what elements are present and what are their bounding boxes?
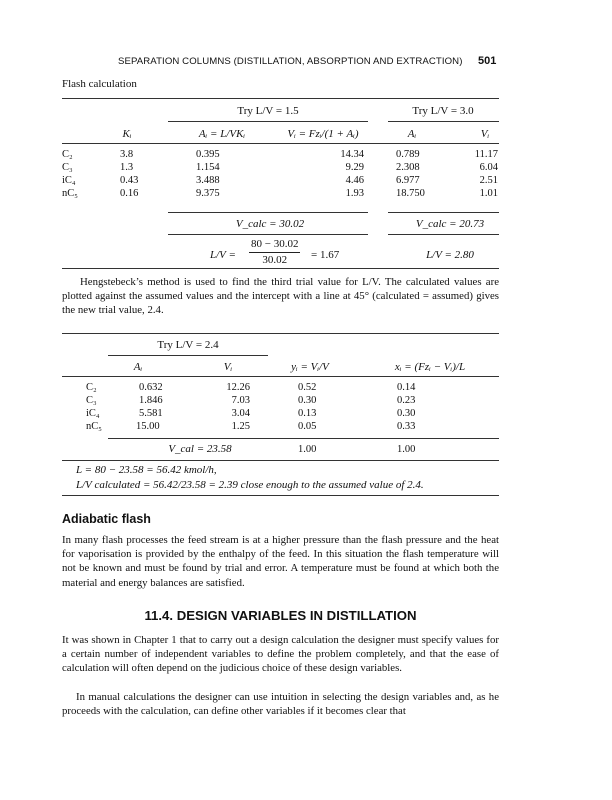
table2-bottom-rule: [62, 495, 499, 496]
table1-col-k: Kᵢ: [122, 128, 132, 140]
table2-col-v: Vᵢ: [223, 361, 233, 373]
table1-cell-a1: 0.395: [196, 149, 220, 160]
table2-cell-y: 0.30: [298, 395, 317, 406]
table2-x-sum: 1.00: [397, 444, 416, 455]
table1-cell-v1: 9.29: [345, 162, 364, 173]
table1-cell-comp: nC₅: [62, 188, 78, 199]
table2-cell-x: 0.14: [397, 382, 416, 393]
table2-cell-a: 15.00: [136, 421, 160, 432]
table2-cell-comp: iC₄: [86, 408, 100, 419]
table1-cell-v1: 1.93: [345, 188, 364, 199]
table1-sum-rule-right: [388, 212, 499, 213]
table2-group-try-2-4: Try L/V = 2.4: [157, 339, 219, 351]
table2-cell-a: 0.632: [139, 382, 163, 393]
table2-top-rule: [62, 333, 499, 334]
table2-cell-y: 0.52: [298, 382, 317, 393]
table1-cell-v2: 6.04: [479, 162, 498, 173]
table2-cell-a: 5.581: [139, 408, 163, 419]
table1-cell-comp: iC₄: [62, 175, 76, 186]
section-paragraph-2: [62, 690, 499, 718]
table1-lv1-fraction: [249, 238, 300, 267]
table2-cell-comp: nC₅: [86, 421, 102, 432]
table2-cell-comp: C₃: [86, 395, 97, 406]
table2-equation-lv: L/V calculated = 56.42/23.58 = 2.39 close enough to the assumed value of 2.4.: [76, 479, 424, 491]
table1-cell-v1: 14.34: [340, 149, 364, 160]
section-paragraph-1: [62, 633, 499, 676]
table1-lv-rule-right: [388, 234, 499, 235]
section-heading: 11.4. DESIGN VARIABLES IN DISTILLATION: [144, 608, 417, 623]
table2-cell-y: 0.13: [298, 408, 317, 419]
table1-cell-comp: C₃: [62, 162, 73, 173]
table1-cell-v2: 11.17: [474, 149, 498, 160]
table1-cell-a2: 6.977: [396, 175, 420, 186]
adiabatic-flash-paragraph: [62, 533, 499, 590]
table1-cell-k: 1.3: [120, 162, 134, 173]
table1-cell-k: 0.43: [120, 175, 139, 186]
table1-cell-a2: 2.308: [396, 162, 420, 173]
table2-col-x: xᵢ = (Fzᵢ − Vᵢ)/L: [394, 361, 466, 373]
table1-sum-rule-left: [168, 212, 368, 213]
hengstebeck-text: Hengstebeck’s method is used to find the third trial value for L/V. The calculated values are plotted against the assumed values and the intercept with a line at 45° (calculated = assumed) gives the new trial value, 2.4.: [62, 276, 499, 317]
table1-col-a2: Aᵢ: [407, 128, 417, 140]
table2-cell-y: 0.05: [298, 421, 317, 432]
table1-top-rule: [62, 98, 499, 99]
table1-lv-rule-left: [168, 234, 368, 235]
table2-equation-l: L = 80 − 23.58 = 56.42 kmol/h,: [76, 464, 217, 476]
table2-cell-v: 1.25: [231, 421, 250, 432]
flash-calculation-label: Flash calculation: [62, 78, 137, 90]
table1-cell-k: 3.8: [120, 149, 134, 160]
table2-cell-comp: C₂: [86, 382, 97, 393]
table1-vcalc-2: V_calc = 20.73: [415, 218, 485, 230]
table2-cell-a: 1.846: [139, 395, 163, 406]
table2-col-a: Aᵢ: [133, 361, 143, 373]
table1-col-v1: Vᵢ = Fzᵢ/(1 + Aᵢ): [287, 128, 359, 140]
table1-cell-comp: C₂: [62, 149, 73, 160]
table1-cell-v1: 4.46: [345, 175, 364, 186]
table2-vcal: V_cal = 23.58: [168, 443, 232, 455]
table1-cell-v2: 1.01: [479, 188, 498, 199]
table1-header-rule: [62, 143, 499, 144]
section-paragraph-1-text: It was shown in Chapter 1 that to carry out a design calculation the designer must specify values for a certain number of independent variables to define the problem completely, and that the ease of calculation will often depend on the judicious choice of these design variables.: [62, 634, 499, 675]
table2-cell-v: 12.26: [226, 382, 250, 393]
table1-lv1-result: = 1.67: [311, 249, 340, 261]
table2-y-sum: 1.00: [298, 444, 317, 455]
table1-col-a1: Aᵢ = L/VKᵢ: [198, 128, 246, 140]
table2-col-y: yᵢ = Vᵢ/V: [291, 361, 329, 373]
table1-bottom-rule: [62, 268, 499, 269]
table2-sum-rule: [108, 438, 499, 439]
table1-lv1-denominator: 30.02: [262, 254, 288, 266]
table1-group-try-1-5: Try L/V = 1.5: [237, 105, 299, 117]
table1-lv1-prefix: L/V =: [210, 249, 236, 261]
table1-group-rule-2: [388, 121, 499, 122]
adiabatic-flash-heading: Adiabatic flash: [62, 512, 151, 526]
table1-col-v2: Vᵢ: [480, 128, 490, 140]
running-header-title: SEPARATION COLUMNS (DISTILLATION, ABSORPTION AND EXTRACTION): [118, 56, 463, 67]
table2-cell-v: 3.04: [231, 408, 250, 419]
table2-cell-x: 0.30: [397, 408, 416, 419]
table2-mid-rule: [62, 460, 499, 461]
table2-cell-x: 0.33: [397, 421, 416, 432]
table1-cell-k: 0.16: [120, 188, 139, 199]
table1-group-try-3-0: Try L/V = 3.0: [412, 105, 474, 117]
table2-cell-v: 7.03: [231, 395, 250, 406]
table2-cell-x: 0.23: [397, 395, 416, 406]
table1-lv2: L/V = 2.80: [426, 249, 474, 261]
page-number: 501: [478, 55, 497, 67]
adiabatic-flash-text: In many flash processes the feed stream is at a higher pressure than the flash pressure and the heat for vaporisation is provided by the enthalpy of the feed. In this situation the flash temperature will not be known and must be found by trial and error. A temperature must be found at which both the material and energy balances are satisfied.: [62, 534, 499, 589]
table2-group-rule: [108, 355, 268, 356]
hengstebeck-paragraph: [62, 275, 499, 318]
table1-cell-a2: 18.750: [396, 188, 425, 199]
table1-cell-a2: 0.789: [396, 149, 420, 160]
table1-lv1-numerator: 80 − 30.02: [249, 238, 300, 253]
table2-header-rule: [62, 376, 499, 377]
table1-cell-v2: 2.51: [479, 175, 498, 186]
table1-group-rule-1: [168, 121, 368, 122]
table1-vcalc-1: V_calc = 30.02: [235, 218, 305, 230]
table1-cell-a1: 9.375: [196, 188, 220, 199]
table1-cell-a1: 1.154: [196, 162, 220, 173]
section-paragraph-2-text: In manual calculations the designer can use intuition in selecting the design variables and, as he proceeds with the calculation, can define other variables if it becomes clear that: [62, 691, 499, 718]
table1-cell-a1: 3.488: [196, 175, 220, 186]
